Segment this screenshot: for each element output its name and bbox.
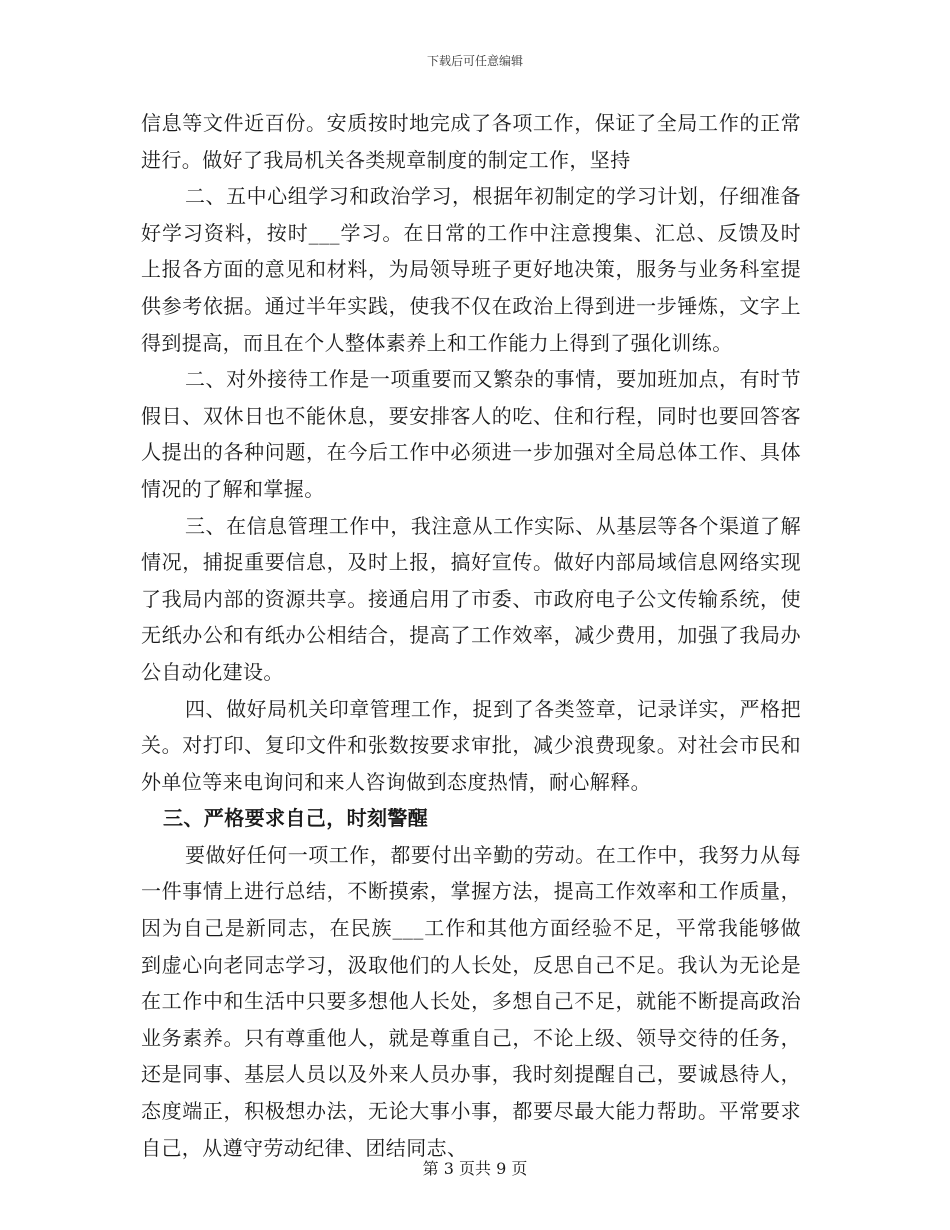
paragraph-self-discipline: 要做好任何一项工作，都要付出辛勤的劳动。在工作中，我努力从每一件事情上进行总结，不断摸索，掌握方法，提高工作效率和工作质量，因为自己是新同志，在民族___工作和其他方面经验不足，平常我能够做到虚心向老同志学习，汲取他们的人长处，反思自己不足。我认为无论是在工作中和生活中只要多想他人长处，多想自己不足，就能不断提高政治业务素养。只有尊重他人，就是尊重自己，不论上级、领导交待的任务，还是同事、基层人员以及外来人员办事，我时刻提醒自己，要诚恳待人，态度端正，积极想办法，无论大事小事，都要尽最大能力帮助。平常要求自己，从遵守劳动纪律、团结同志、 bbox=[141, 842, 801, 1160]
page-indicator: 第 3 页共 9 页 bbox=[422, 1159, 528, 1178]
paragraph-information-management: 三、在信息管理工作中，我注意从工作实际、从基层等各个渠道了解情况，捕捉重要信息，及时上报，搞好宣传。做好内部局域信息网络实现了我局内部的资源共享。接通启用了市委、市政府电子公文传输系统，使无纸办公和有纸办公相结合，提高了工作效率，减少费用，加强了我局办公自动化建设。 bbox=[141, 513, 801, 684]
paragraph-seal-management: 四、做好局机关印章管理工作，捉到了各类签章，记录详实，严格把关。对打印、复印文件和张数按要求审批，减少浪费现象。对社会市民和外单位等来电询问和来人咨询做到态度热情，耐心解释。 bbox=[141, 696, 801, 794]
section-heading: 三、严格要求自己，时刻警醒 bbox=[163, 806, 429, 831]
paragraph-reception: 二、对外接待工作是一项重要而又繁杂的事情，要加班加点，有时节假日、双休日也不能休息，要安排客人的吃、住和行程，同时也要回答客人提出的各种问题，在今后工作中必须进一步加强对全局总体工作、具体情况的了解和掌握。 bbox=[141, 367, 801, 501]
paragraph-study: 二、五中心组学习和政治学习，根据年初制定的学习计划，仔细准备好学习资料，按时___学习。在日常的工作中注意搜集、汇总、反馈及时上报各方面的意见和材料，为局领导班子更好地决策，服务与业务科室提供参考依据。通过半年实践，使我不仅在政治上得到进一步锤炼，文字上得到提高，而且在个人整体素养上和工作能力上得到了强化训练。 bbox=[141, 184, 801, 355]
paragraph-continuation: 信息等文件近百份。安质按时地完成了各项工作，保证了全局工作的正常进行。做好了我局机关各类规章制度的制定工作，坚持 bbox=[141, 111, 801, 172]
header-note: 下载后可任意编辑 bbox=[426, 54, 523, 68]
document-body bbox=[141, 105, 801, 1166]
